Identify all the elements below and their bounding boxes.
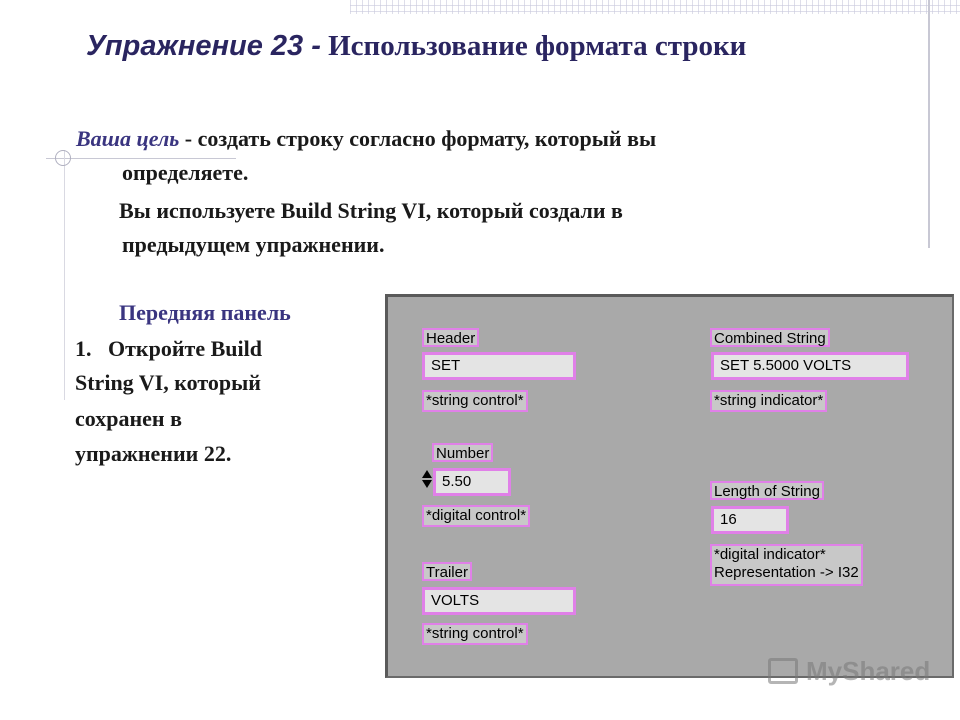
header-comment: *string control*	[422, 390, 528, 412]
combined-string-indicator: SET 5.5000 VOLTS	[711, 352, 909, 380]
decrement-arrow-icon[interactable]	[422, 480, 432, 488]
header-label: Header	[422, 328, 479, 347]
step1-line-1: 1. Откройте Build	[75, 336, 262, 361]
trailer-string-control[interactable]: VOLTS	[422, 587, 576, 615]
trailer-comment: *string control*	[422, 623, 528, 645]
title-exercise-number: Упражнение 23 -	[86, 30, 321, 62]
goal-line-2: определяете.	[122, 160, 249, 185]
front-panel-heading: Передняя панель	[119, 300, 291, 325]
decorative-grid	[350, 0, 960, 14]
title-topic: Использование формата строки	[328, 30, 747, 62]
length-digital-indicator: 16	[711, 506, 789, 534]
goal-paragraph	[76, 122, 656, 156]
length-comment-line-2: Representation -> I32	[714, 564, 859, 581]
header-string-control[interactable]: SET	[422, 352, 576, 380]
step1-line-2: String VI, который	[75, 370, 261, 395]
length-comment	[710, 544, 863, 586]
use-line-2: предыдущем упражнении.	[122, 232, 385, 257]
goal-text: - создать строку согласно формату, который вы	[179, 126, 657, 151]
combined-string-comment: *string indicator*	[710, 390, 827, 412]
number-increment-decrement[interactable]	[422, 468, 432, 494]
use-line-1: Вы используете Build String VI, который создали в	[119, 198, 623, 223]
slide-title	[86, 30, 746, 63]
combined-string-label: Combined String	[710, 328, 830, 347]
watermark-text: MyShared	[806, 656, 931, 686]
number-comment: *digital control*	[422, 505, 530, 527]
step1-line-3: сохранен в	[75, 406, 182, 431]
step1-line-4: упражнении 22.	[75, 441, 232, 466]
goal-label: Ваша цель	[76, 126, 180, 151]
number-digital-control[interactable]: 5.50	[433, 468, 511, 496]
watermark-logo-icon	[768, 658, 798, 684]
decorative-vertical-line	[928, 0, 930, 248]
decorative-circle	[55, 150, 71, 166]
trailer-label: Trailer	[422, 562, 472, 581]
length-label: Length of String	[710, 481, 824, 500]
number-label: Number	[432, 443, 493, 462]
decorative-left-line	[64, 150, 65, 400]
increment-arrow-icon[interactable]	[422, 470, 432, 478]
length-comment-line-1: *digital indicator*	[714, 546, 826, 563]
